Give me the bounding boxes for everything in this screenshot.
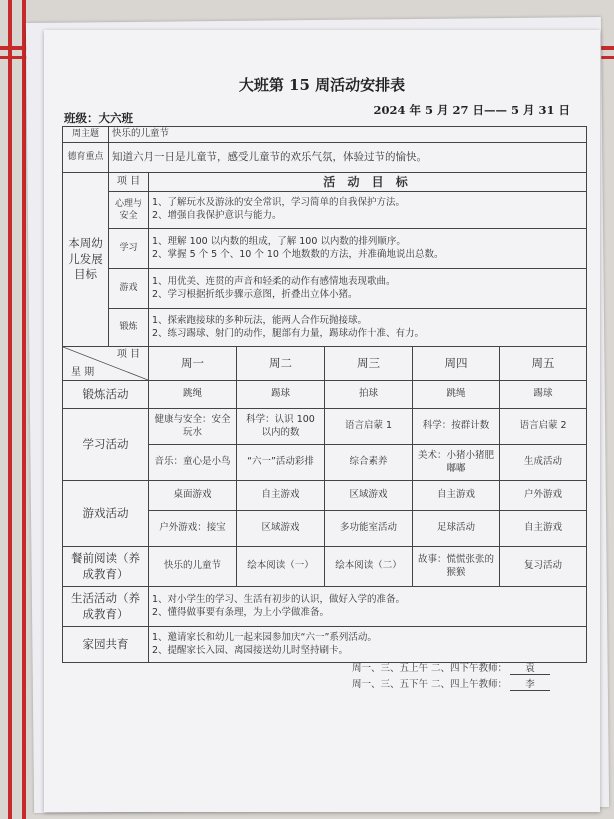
schedule-cell: 跳绳 — [413, 381, 500, 409]
day-header: 周五 — [500, 347, 587, 381]
schedule-cell: 跳绳 — [149, 381, 237, 409]
life-content — [149, 587, 587, 627]
goal-objective — [149, 192, 587, 229]
footer-teacher-line — [352, 676, 550, 691]
home-line: 1、邀请家长和幼儿一起来园参加庆“六一”系列活动。 — [152, 631, 377, 643]
schedule-cell: 健康与安全：安全玩水 — [149, 409, 237, 445]
schedule-table — [62, 126, 587, 663]
footer-text: 周一、三、五上午 二、四下午教师： — [352, 663, 508, 674]
teacher-signature: 袁 — [510, 660, 550, 675]
schedule-cell: 绘本阅读（二） — [325, 547, 413, 587]
day-header: 周三 — [325, 347, 413, 381]
schedule-cell: 音乐：童心是小鸟 — [149, 445, 237, 481]
theme-label: 周主题 — [63, 127, 109, 143]
goals-col-objective: 活 动 目 标 — [149, 172, 587, 191]
day-header: 周二 — [237, 347, 325, 381]
class-label: 班级：大六班 — [64, 111, 133, 125]
schedule-cell: 踢球 — [237, 381, 325, 409]
schedule-sheet — [44, 30, 600, 812]
home-label: 家园共育 — [63, 627, 149, 663]
schedule-cell: 语言启蒙 2 — [500, 409, 587, 445]
date-range: 2024 年 5 月 27 日—— 5 月 31 日 — [373, 103, 570, 117]
schedule-cell: 多功能室活动 — [325, 511, 413, 547]
goal-line: 1、理解 100 以内数的组成，了解 100 以内数的排列顺序。 — [152, 235, 406, 247]
schedule-cell: 户外游戏 — [500, 481, 587, 511]
goal-objective — [149, 229, 587, 269]
schedule-cell: 踢球 — [500, 381, 587, 409]
schedule-cell: 足球活动 — [413, 511, 500, 547]
goals-col-item: 项 目 — [109, 172, 149, 191]
schedule-cell: 户外游戏：接宝 — [149, 511, 237, 547]
schedule-cell: 生成活动 — [500, 445, 587, 481]
exercise-label: 锻炼活动 — [63, 381, 149, 409]
schedule-cell: 语言启蒙 1 — [325, 409, 413, 445]
reading-label: 餐前阅读（养成教育） — [63, 547, 149, 587]
life-label: 生活活动（养成教育） — [63, 587, 149, 627]
schedule-cell: “六一”活动彩排 — [237, 445, 325, 481]
goal-area: 学习 — [109, 229, 149, 269]
moral-label: 德育重点 — [63, 142, 109, 172]
learning-label: 学习活动 — [63, 409, 149, 481]
corner-top-label: 项 目 — [116, 349, 140, 360]
goal-area: 心理与安全 — [109, 192, 149, 229]
red-backdrop-stripe — [22, 0, 26, 819]
goals-section-label: 本周幼儿发展目标 — [63, 172, 109, 346]
schedule-cell: 拍球 — [325, 381, 413, 409]
schedule-cell: 自主游戏 — [500, 511, 587, 547]
corner-header — [63, 347, 149, 381]
schedule-cell: 综合素养 — [325, 445, 413, 481]
footer-teacher-line — [352, 660, 550, 675]
day-header: 周一 — [149, 347, 237, 381]
goal-objective — [149, 269, 587, 309]
goal-area: 锻炼 — [109, 309, 149, 347]
teacher-signature: 李 — [510, 676, 550, 691]
goal-line: 1、探索跑接球的多种玩法，能两人合作玩抛接球。 — [152, 314, 368, 326]
footer-text: 周一、三、五下午 二、四上午教师： — [352, 679, 508, 690]
schedule-cell: 科学：认识 100 以内的数 — [237, 409, 325, 445]
schedule-cell: 桌面游戏 — [149, 481, 237, 511]
schedule-cell: 自主游戏 — [413, 481, 500, 511]
life-line: 2、懂得做事要有条理，为上小学做准备。 — [152, 606, 330, 618]
schedule-cell: 美术：小猪小猪肥嘟嘟 — [413, 445, 500, 481]
red-backdrop-stripe — [8, 0, 12, 819]
schedule-cell: 区域游戏 — [325, 481, 413, 511]
schedule-cell: 科学：按群计数 — [413, 409, 500, 445]
games-label: 游戏活动 — [63, 481, 149, 547]
goal-line: 2、掌握 5 个 5 个、10 个 10 个地数数的方法，并准确地说出总数。 — [152, 248, 444, 260]
life-line: 1、对小学生的学习、生活有初步的认识，做好入学的准备。 — [152, 593, 406, 605]
page-title: 大班第 15 周活动安排表 — [238, 76, 406, 94]
day-header: 周四 — [413, 347, 500, 381]
schedule-cell: 区域游戏 — [237, 511, 325, 547]
schedule-cell: 复习活动 — [500, 547, 587, 587]
schedule-cell: 故事：慌慌张张的猴猴 — [413, 547, 500, 587]
goal-line: 2、练习踢球、射门的动作，腿部有力量，踢球动作十准、有力。 — [152, 327, 425, 339]
schedule-cell: 自主游戏 — [237, 481, 325, 511]
goal-line: 2、增强自我保护意识与能力。 — [152, 210, 282, 221]
theme-value: 快乐的儿童节 — [109, 127, 587, 143]
corner-bottom-label: 星 期 — [71, 366, 95, 378]
goal-area: 游戏 — [109, 269, 149, 309]
goal-line: 1、了解玩水及游泳的安全常识，学习简单的自我保护方法。 — [152, 197, 406, 209]
goal-objective — [149, 309, 587, 347]
goal-line: 1、用优美、连贯的声音和轻柔的动作有感情地表现歌曲。 — [152, 275, 396, 287]
home-content — [149, 627, 587, 663]
schedule-cell: 绘本阅读（一） — [237, 547, 325, 587]
home-line: 2、提醒家长入园、离园接送幼儿时坚持刷卡。 — [152, 644, 349, 656]
moral-value: 知道六月一日是儿童节，感受儿童节的欢乐气氛，体验过节的愉快。 — [109, 142, 587, 172]
goal-line: 2、学习根据折纸步骤示意图，折叠出立体小猪。 — [152, 288, 358, 300]
schedule-cell: 快乐的儿童节 — [149, 547, 237, 587]
